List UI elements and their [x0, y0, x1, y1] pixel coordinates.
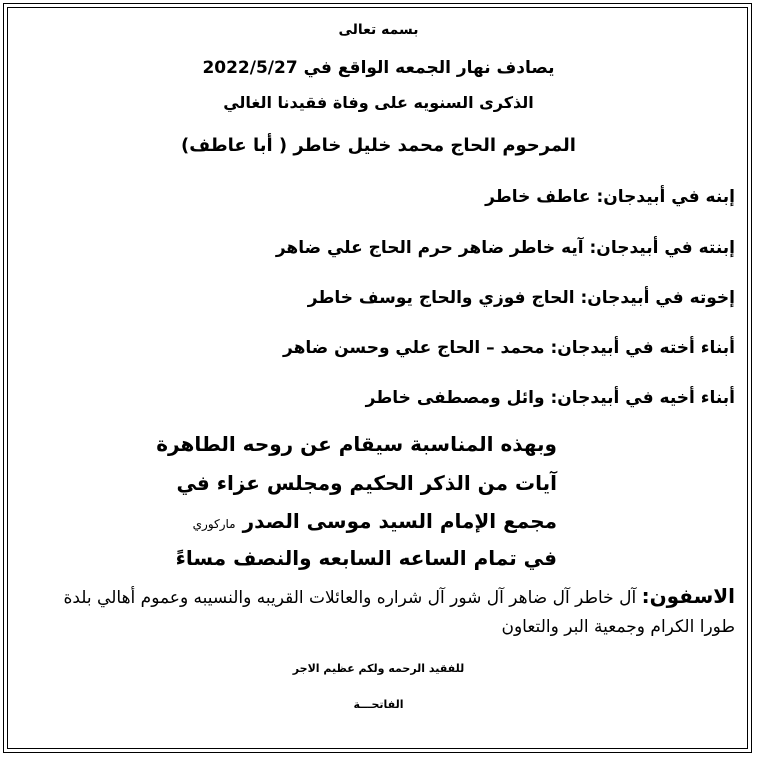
- fatiha-line: الفاتحـــة: [353, 698, 404, 711]
- mourners-paragraph: [35, 582, 735, 642]
- venue-name: مجمع الإمام السيد موسى الصدر: [242, 509, 557, 533]
- anniversary-line: الذكرى السنويه على وفاة فقيدنا الغالي: [223, 93, 534, 112]
- venue-location: ماركوري: [192, 517, 236, 531]
- date-line: يصادف نهار الجمعه الواقع في 2022/5/27: [202, 58, 555, 78]
- relative-line: إبنته في أبيدجان: آيه خاطر ضاهر حرم الحاج علي ضاهر: [275, 238, 735, 258]
- relative-line: إخوته في أبيدجان: الحاج فوزي والحاج يوسف خاطر: [307, 288, 735, 308]
- announcement-line-4: في تمام الساعه السابعه والنصف مساءً: [175, 546, 557, 570]
- announcement-line-1: وبهذه المناسبة سيقام عن روحه الطاهرة: [156, 432, 557, 456]
- relative-line: أبناء أخته في أبيدجان: محمد – الحاج علي وحسن ضاهر: [283, 338, 735, 358]
- mourners-label: الاسفون:: [641, 584, 735, 608]
- blessing-line: للفقيد الرحمه ولكم عظيم الاجر: [292, 662, 465, 675]
- mourners-text: آل خاطر آل ضاهر آل شور آل شراره والعائلات القريبه والنسيبه وعموم أهالي بلدة طورا الكرام وجمعية البر والتعاون: [63, 588, 735, 637]
- relative-line: إبنه في أبيدجان: عاطف خاطر: [485, 187, 735, 207]
- relative-line: أبناء أخيه في أبيدجان: وائل ومصطفى خاطر: [365, 388, 735, 408]
- invocation: بسمه تعالى: [338, 22, 419, 38]
- announcement-line-3: [193, 509, 557, 533]
- deceased-name: المرحوم الحاج محمد خليل خاطر ( أبا عاطف): [181, 135, 576, 156]
- announcement-line-2: آيات من الذكر الحكيم ومجلس عزاء في: [176, 471, 557, 495]
